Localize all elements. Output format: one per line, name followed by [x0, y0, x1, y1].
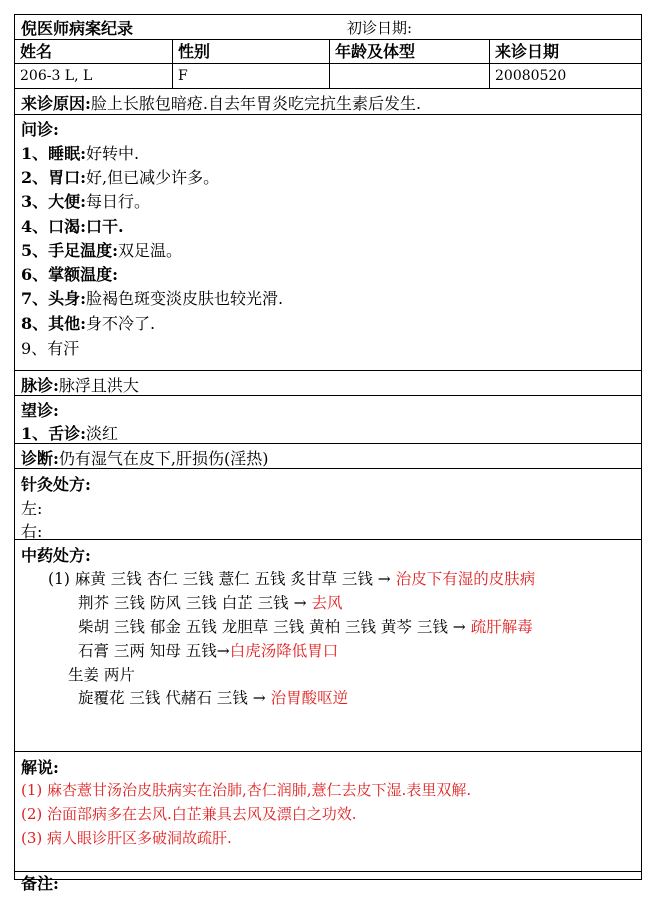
herbal-line-note: 治皮下有湿的皮肤病 [395, 570, 536, 588]
diagnosis-row [15, 443, 641, 468]
inquiry-item-text: 9、有汗 [21, 339, 80, 358]
herbal-line-note: 去风 [311, 594, 343, 612]
herbal-line-herbs: 石膏 三两 知母 五钱 [78, 642, 217, 660]
herbal-line-herbs: 荆芥 三钱 防风 三钱 白芷 三钱 [78, 594, 294, 612]
herbal-line-note: 治胃酸呕逆 [270, 689, 349, 707]
acupuncture-left: 左: [21, 499, 43, 518]
inquiry-section [15, 114, 641, 370]
pulse-row [15, 370, 641, 395]
reason-text: 脸上长脓包暗疮.自去年胃炎吃完抗生素后发生. [90, 94, 422, 113]
patient-name-value: 206-3 L, L [20, 68, 93, 84]
herbal-line [68, 663, 135, 685]
remarks-row [15, 871, 641, 893]
arrow-icon: → [372, 570, 396, 588]
gender-header: 性别 [178, 42, 211, 61]
inquiry-item [21, 336, 79, 359]
herbal-line-herbs: 柴胡 三钱 郁金 五钱 龙胆草 三钱 黄柏 三钱 黄芩 三钱 [78, 618, 448, 636]
inquiry-item [21, 238, 182, 261]
tongue-text: 淡红 [86, 424, 119, 443]
arrow-icon: → [447, 618, 471, 636]
inquiry-item-text: 每日行。 [86, 192, 151, 211]
acupuncture-label: 针灸处方: [21, 475, 91, 494]
herbal-label: 中药处方: [21, 546, 91, 565]
acupuncture-right: 右: [21, 522, 43, 541]
inquiry-item [21, 141, 139, 164]
inquiry-item [21, 165, 219, 188]
reason-row [15, 88, 641, 114]
inquiry-item-text: 脸褐色斑变淡皮肤也较光滑. [86, 289, 284, 308]
remarks-label: 备注: [21, 874, 59, 893]
gender-header-cell [172, 40, 329, 63]
age-build-header-cell [329, 40, 489, 63]
inquiry-item-text: 双足温。 [118, 241, 183, 260]
arrow-icon: → [247, 689, 271, 707]
explanation-item: (1) 麻杏薏甘汤治皮肤病实在治肺,杏仁润肺,薏仁去皮下湿.表里双解. [21, 781, 472, 799]
reason-line [21, 91, 421, 114]
diagnosis-label: 诊断: [21, 449, 59, 468]
pulse-label: 脉诊: [21, 376, 59, 395]
patient-table-values [15, 63, 641, 88]
observation-section [15, 395, 641, 443]
observation-label: 望诊: [21, 401, 59, 420]
herbal-line-note: 白虎汤降低胃口 [229, 642, 339, 660]
inquiry-item-label: 2、胃口: [21, 168, 87, 187]
name-header-cell [15, 40, 172, 63]
inquiry-item-label: 1、睡眠: [21, 144, 87, 163]
explanation-item: (3) 病人眼诊肝区多破洞故疏肝. [21, 829, 232, 847]
herbal-line-herbs: (1) 麻黄 三钱 杏仁 三钱 薏仁 五钱 炙甘草 三钱 [48, 570, 373, 588]
tongue-label: 1、舌诊: [21, 424, 87, 443]
patient-table-header [15, 39, 641, 63]
acupuncture-section [15, 468, 641, 539]
name-value-cell [15, 64, 172, 88]
herbal-line [78, 686, 348, 708]
name-header: 姓名 [20, 42, 53, 61]
visit-date-value: 20080520 [495, 68, 567, 84]
inquiry-item-label: 6、掌额温度: [21, 265, 119, 284]
inquiry-item-label: 8、其他: [21, 314, 87, 333]
inquiry-item [21, 262, 118, 285]
herbal-line [78, 639, 338, 661]
inquiry-item [21, 286, 283, 309]
age-build-header: 年龄及体型 [335, 42, 416, 61]
title-row [15, 15, 641, 39]
record-title: 倪医师病案纪录 [21, 19, 134, 38]
inquiry-item [21, 214, 124, 237]
visit-date-header: 来诊日期 [495, 42, 560, 61]
inquiry-item-label: 5、手足温度: [21, 241, 119, 260]
explanation-section [15, 751, 641, 871]
diagnosis-line [21, 446, 269, 469]
herbal-line-herbs: 旋覆花 三钱 代赭石 三钱 [78, 689, 248, 707]
gender-value: F [178, 68, 188, 84]
inquiry-item-label: 4、口渴: [21, 217, 87, 236]
explanation-item: (2) 治面部病多在去风.白芷兼具去风及漂白之功效. [21, 805, 357, 823]
inquiry-item-label: 3、大便: [21, 192, 87, 211]
reason-label: 来诊原因: [21, 94, 91, 113]
herbal-line [48, 567, 535, 589]
herbal-line-note: 疏肝解毒 [470, 618, 533, 636]
inquiry-label: 问诊: [21, 120, 59, 139]
visit-date-value-cell [489, 64, 641, 88]
inquiry-item-text: 好转中. [86, 144, 140, 163]
first-visit-date-label: 初诊日期: [347, 19, 413, 37]
herbal-section [15, 539, 641, 751]
gender-value-cell [172, 64, 329, 88]
age-build-value-cell [329, 64, 489, 88]
diagnosis-text: 仍有湿气在皮下,肝损伤(淫热) [58, 449, 269, 468]
inquiry-item-text: 身不冷了. [86, 314, 156, 333]
inquiry-item [21, 311, 155, 334]
pulse-text: 脉浮且洪大 [58, 376, 139, 395]
herbal-line [78, 591, 343, 613]
visit-date-header-cell [489, 40, 641, 63]
inquiry-item [21, 189, 150, 212]
arrow-icon: → [216, 642, 230, 660]
explanation-label: 解说: [21, 758, 59, 777]
inquiry-item-label: 7、头身: [21, 289, 87, 308]
herbal-line-herbs: 生姜 两片 [68, 666, 135, 684]
observation-item [21, 421, 118, 444]
pulse-line [21, 373, 139, 396]
arrow-icon: → [293, 594, 312, 612]
inquiry-item-text: 口干. [86, 217, 124, 236]
herbal-line [78, 615, 533, 637]
inquiry-item-text: 好,但已减少许多。 [86, 168, 220, 187]
medical-record-form [14, 14, 642, 893]
